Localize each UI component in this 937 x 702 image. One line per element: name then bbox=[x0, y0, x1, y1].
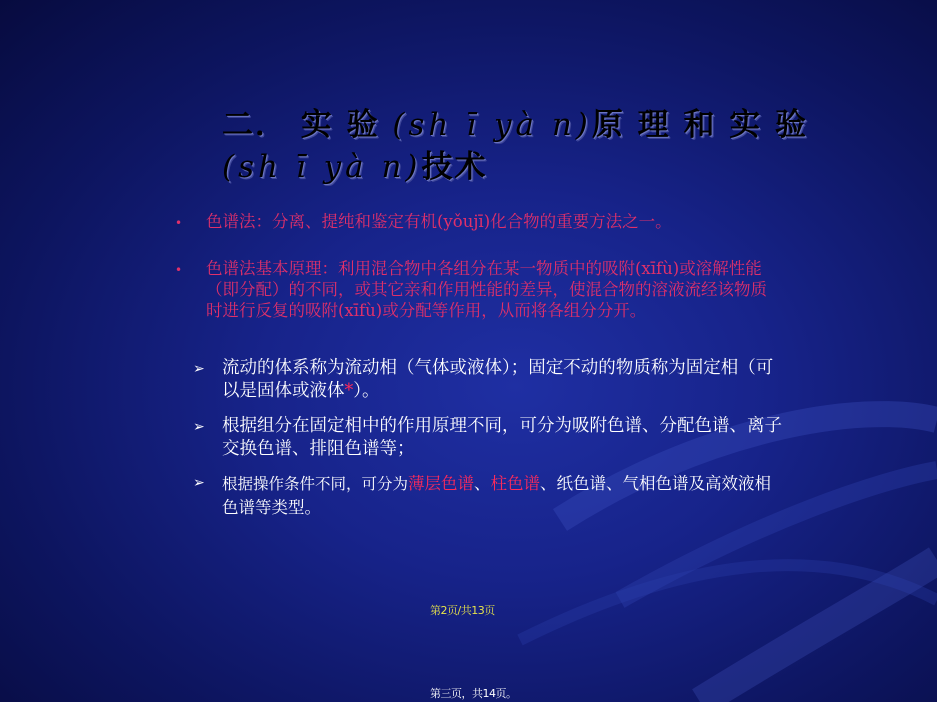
title-pinyin-2: (sh ī yà n) bbox=[222, 149, 422, 185]
bullet-dot-icon: • bbox=[175, 263, 183, 277]
highlight-column-chromatography: 柱色谱 bbox=[490, 474, 541, 493]
sub-point-3-lead: 根据操作条件不同，可分为 bbox=[222, 475, 409, 493]
arrow-bullet-icon: ➢ bbox=[193, 361, 205, 377]
bullet-text-chromatography-definition: 色谱法：分离、提纯和鉴定有机(yǒujī)化合物的重要方法之一。 bbox=[206, 212, 672, 231]
page-indicator: 第2页/共13页 bbox=[430, 604, 495, 617]
title-part-3: 技术 bbox=[421, 149, 488, 185]
sub-point-mobile-stationary-phase bbox=[222, 357, 782, 403]
sub-point-3-tail: 、纸色谱、气相色谱及高效液相色谱等类型。 bbox=[222, 474, 772, 517]
sub-point-classification-by-principle: 根据组分在固定相中的作用原理不同，可分为吸附色谱、分配色谱、离子交换色谱、排阻色谱等； bbox=[222, 416, 782, 459]
highlight-thin-layer-chromatography: 薄层色谱 bbox=[408, 474, 475, 493]
sub-point-1-text-b: ）。 bbox=[353, 381, 380, 401]
bullet-text-chromatography-principle: 色谱法基本原理：利用混合物中各组分在某一物质中的吸附(xīfù)或溶解性能（即分配）的不同，或其它亲和作用性能的差异，使混合物的溶液流经该物质时进行反复的吸附(xīfù)或分配等作用，从而将各组分分开。 bbox=[206, 259, 767, 320]
arrow-bullet-icon: ➢ bbox=[193, 419, 205, 435]
slide-title bbox=[222, 104, 822, 188]
sub-point-1-text-a: 流动的体系称为流动相（气体或液体）；固定不动的物质称为固定相（可以是固体或液体 bbox=[222, 358, 774, 401]
asterisk-mark: * bbox=[344, 381, 354, 401]
sub-point-classification-by-operation bbox=[222, 472, 782, 519]
sub-point-3-separator: 、 bbox=[474, 474, 491, 493]
title-pinyin-1: (sh ī yà n) bbox=[392, 107, 592, 143]
bullet-dot-icon: • bbox=[175, 216, 183, 230]
bottom-page-note: 第三页，共14页。 bbox=[430, 687, 517, 700]
title-part-1: 二． 实 验 bbox=[222, 107, 393, 143]
title-part-2: 原 理 和 实 验 bbox=[591, 107, 809, 143]
arrow-bullet-icon: ➢ bbox=[193, 475, 205, 491]
